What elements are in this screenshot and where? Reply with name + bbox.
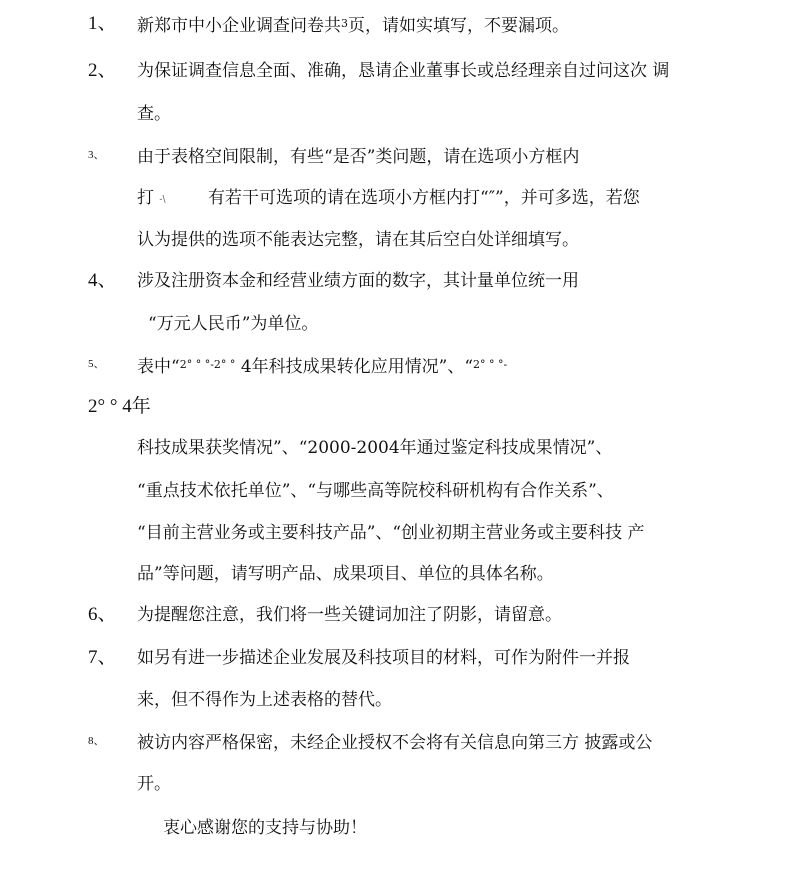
item-number: 6、: [88, 604, 117, 625]
item-text: 认为提供的选项不能表达完整，请在其后空白处详细填写。: [137, 230, 579, 250]
item-number: 2、: [88, 60, 117, 81]
item-number: 5、: [88, 358, 105, 370]
item-text: 2° ° 4年: [88, 396, 151, 417]
item-number: 7、: [88, 647, 117, 668]
item-text: 如另有进一步描述企业发展及科技项目的材料，可作为附件一并报: [137, 648, 630, 668]
item-text: 查。: [137, 104, 171, 124]
item-text: 被访内容严格保密，未经企业授权不会将有关信息向第三方 披露或公: [137, 733, 653, 753]
item-text: “万元人民币”为单位。: [148, 314, 319, 334]
item-text: 品”等问题，请写明产品、成果项目、单位的具体名称。: [137, 564, 554, 584]
item-text: 表中“$^{2^\circ ^\circ ^\circ-2^\circ ^\circ}$ 4年科技成果转化应用情况”、“$^{2^\circ ^\circ ^\circ-}$: [137, 357, 508, 377]
item-number: 1、: [88, 13, 117, 34]
item-number: 8、: [88, 735, 105, 747]
item-text: 新郑市中小企业调查问卷共$^3$页，请如实填写，不要漏项。: [137, 16, 569, 36]
item-number: 3、: [88, 149, 105, 161]
item-text: 打 -\: [137, 188, 166, 208]
item-text: 由于表格空间限制，有些“是否”类问题，请在选项小方框内: [137, 147, 580, 167]
item-text: 有若干可选项的请在选项小方框内打“″”，并可多选，若您: [208, 188, 640, 208]
item-number: 4、: [88, 270, 117, 291]
item-text: “目前主营业务或主要科技产品”、“创业初期主营业务或主要科技 产: [137, 523, 645, 543]
closing-thanks: 衷心感谢您的支持与协助！: [163, 818, 367, 838]
item-text: “重点技术依托单位”、“与哪些高等院校科研机构有合作关系”、: [137, 481, 614, 501]
item-text: 为保证调查信息全面、准确，恳请企业董事长或总经理亲自过问这次 调: [137, 61, 670, 81]
item-text: 来，但不得作为上述表格的替代。: [137, 690, 392, 710]
item-text: 开。: [137, 774, 171, 794]
item-text: 涉及注册资本金和经营业绩方面的数字，其计量单位统一用: [137, 271, 579, 291]
item-text: 科技成果获奖情况”、“2000-2004年通过鉴定科技成果情况”、: [137, 438, 613, 458]
item-text: 为提醒您注意，我们将一些关键词加注了阴影，请留意。: [137, 605, 562, 625]
